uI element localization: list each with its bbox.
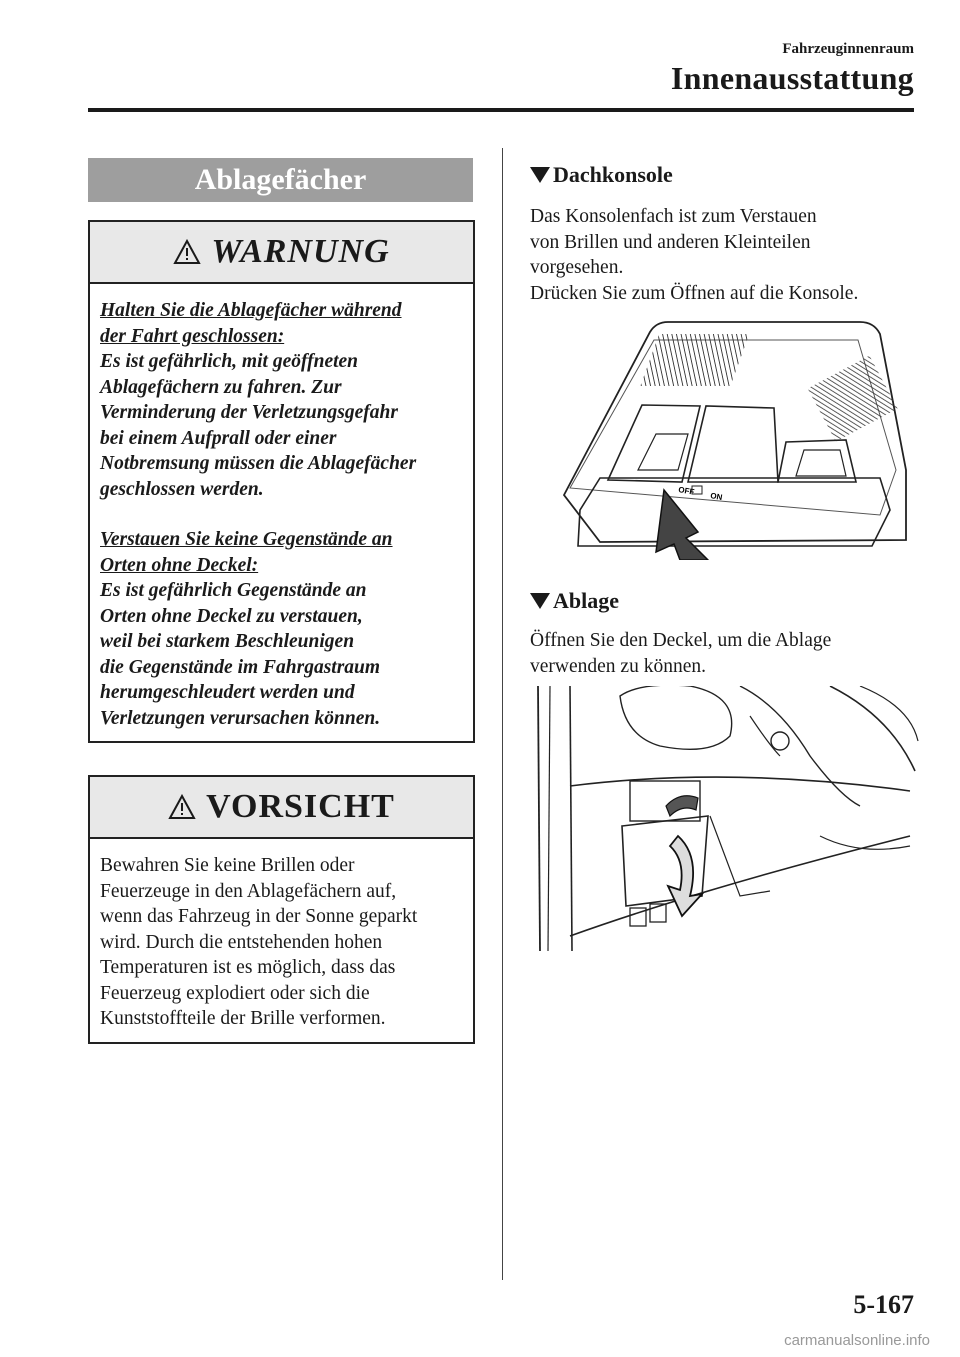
caution-triangle-icon bbox=[168, 794, 196, 820]
para-line: von Brillen und anderen Kleinteilen bbox=[530, 231, 811, 253]
watermark-text: carmanualsonline.info bbox=[784, 1332, 930, 1349]
para-line: Drücken Sie zum Öffnen auf die Konsole. bbox=[530, 282, 859, 304]
section-title-bar bbox=[88, 158, 473, 202]
overhead-console-illustration bbox=[560, 310, 910, 560]
warning-text-line: bei einem Aufprall oder einer bbox=[100, 427, 337, 449]
switch-off-label: OFF bbox=[677, 485, 695, 497]
warning-text-line: Ablagefächern zu fahren. Zur bbox=[100, 376, 342, 398]
warning-text-line: Orten ohne Deckel zu verstauen, bbox=[100, 605, 363, 627]
dachkonsole-paragraph bbox=[530, 204, 920, 306]
warning-heading-1a: Halten Sie die Ablagefächer während bbox=[100, 300, 402, 321]
ablage-paragraph bbox=[530, 628, 920, 679]
caution-text-line: Kunststoffteile der Brille verformen. bbox=[100, 1008, 386, 1029]
column-divider bbox=[502, 148, 503, 1280]
warning-text-line: Verletzungen verursachen können. bbox=[100, 707, 381, 729]
para-line: verwenden zu können. bbox=[530, 655, 706, 677]
warning-header bbox=[90, 222, 473, 284]
warning-text-line: Notbremsung müssen die Ablagefächer bbox=[100, 453, 417, 474]
glovebox-illustration bbox=[530, 686, 920, 956]
warning-text-line: die Gegenstände im Fahrgastraum bbox=[100, 656, 381, 678]
warning-box bbox=[88, 220, 475, 743]
warning-triangle-icon bbox=[173, 239, 201, 265]
caution-text-line: Temperaturen ist es möglich, dass das bbox=[100, 957, 396, 978]
warning-body bbox=[90, 284, 473, 741]
chapter-label: Fahrzeuginnenraum bbox=[782, 41, 914, 57]
caution-text-line: Bewahren Sie keine Brillen oder bbox=[100, 855, 355, 876]
switch-on-label: ON bbox=[709, 491, 724, 503]
header-rule bbox=[88, 108, 914, 112]
warning-text-line: Es ist gefährlich, mit geöffneten bbox=[100, 351, 359, 372]
warning-text-line: weil bei starkem Beschleunigen bbox=[100, 631, 355, 652]
caution-box bbox=[88, 775, 475, 1044]
para-line: Das Konsolenfach ist zum Verstauen bbox=[530, 206, 817, 227]
para-line: Öffnen Sie den Deckel, um die Ablage bbox=[530, 630, 832, 651]
subheading-ablage-text: Ablage bbox=[553, 588, 619, 613]
warning-heading-2b: Orten ohne Deckel: bbox=[100, 554, 259, 576]
triangle-bullet-icon bbox=[530, 593, 550, 609]
section-heading: Innenausstattung bbox=[670, 60, 914, 96]
warning-text-line: Verminderung der Verletzungsgefahr bbox=[100, 402, 398, 423]
page-number: 5-167 bbox=[853, 1290, 914, 1319]
warning-heading-1b: der Fahrt geschlossen: bbox=[100, 325, 285, 347]
caution-header bbox=[90, 777, 473, 839]
warning-heading-2a: Verstauen Sie keine Gegenstände an bbox=[100, 529, 393, 550]
caution-text-line: wird. Durch die entstehenden hohen bbox=[100, 931, 383, 953]
subheading-dachkonsole-text: Dachkonsole bbox=[553, 162, 673, 187]
warning-text-line: Es ist gefährlich Gegenstände an bbox=[100, 580, 367, 601]
caution-text-line: wenn das Fahrzeug in der Sonne geparkt bbox=[100, 906, 418, 927]
warning-title: WARNUNG bbox=[211, 233, 390, 270]
warning-text-line: geschlossen werden. bbox=[100, 478, 264, 500]
para-line: vorgesehen. bbox=[530, 257, 624, 278]
caution-text-line: Feuerzeuge in den Ablagefächern auf, bbox=[100, 880, 397, 902]
subheading-ablage bbox=[530, 588, 619, 614]
caution-text-line: Feuerzeug explodiert oder sich die bbox=[100, 982, 370, 1004]
triangle-bullet-icon bbox=[530, 167, 550, 183]
caution-body bbox=[90, 839, 473, 1042]
caution-title: VORSICHT bbox=[206, 788, 395, 825]
subheading-dachkonsole bbox=[530, 162, 673, 188]
section-title: Ablagefächer bbox=[194, 163, 367, 196]
warning-text-line: herumgeschleudert werden und bbox=[100, 682, 355, 703]
